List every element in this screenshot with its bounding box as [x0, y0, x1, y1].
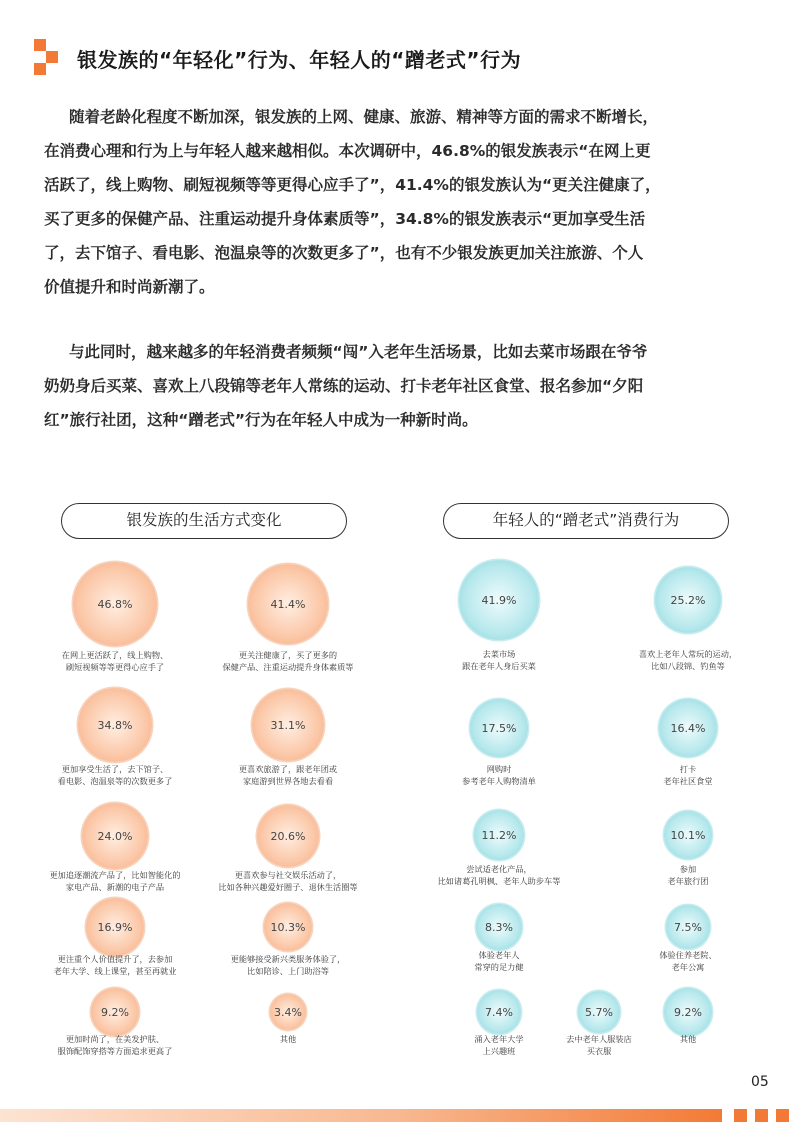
percentage-bubble: 20.6% [257, 805, 319, 867]
bubble-label-line: 体验住养老院、 [659, 950, 717, 960]
percentage-bubble: 16.4% [659, 699, 717, 757]
intro-paragraph [44, 100, 754, 304]
bubble-label-line: 老年旅行团 [667, 875, 709, 886]
bubble-label-line: 刷短视频等等更得心应手了 [65, 661, 165, 672]
bubble-label [668, 864, 709, 887]
bubble-label [474, 950, 523, 973]
bubble-label-line: 家庭游到世界各地去看看 [242, 775, 334, 786]
percentage-bubble: 8.3% [476, 904, 522, 950]
bubble-label-line: 更能够接受新兴类服务体验了， [230, 954, 346, 964]
percentage-bubble: 10.3% [264, 903, 312, 951]
bubble-label-line: 家电产品、新潮的电子产品 [65, 881, 165, 892]
bubble-label-line: 更喜欢旅游了，跟老年团或 [238, 764, 338, 774]
bubble-label-line: 比如陪诊、上门助浴等 [247, 965, 329, 976]
bubble-label [218, 870, 357, 893]
bubble-label [438, 864, 561, 887]
paragraph-line: 价值提升和时尚新潮了。 [44, 278, 215, 296]
bubble-label [58, 764, 173, 787]
bubble-label [62, 650, 168, 673]
bubble-label [231, 954, 346, 977]
paragraph-line: 与此同时，越来越多的年轻消费者频频“闯”入老年生活场景，比如去菜市场跟在爷爷 [69, 343, 648, 361]
bubble-label-line: 更关注健康了，买了更多的 [238, 650, 338, 660]
percentage-bubble: 16.9% [86, 898, 144, 956]
right-section-title: 年轻人的“蹭老式”消费行为 [443, 503, 729, 539]
bubble-label-line: 跟在老年人身后买菜 [462, 660, 536, 671]
paragraph-line: 奶奶身后买菜、喜欢上八段锦等老年人常练的运动、打卡老年社区食堂、报名参加“夕阳 [44, 377, 644, 395]
paragraph-line: 随着老龄化程度不断加深，银发族的上网、健康、旅游、精神等方面的需求不断增长， [69, 108, 659, 126]
bubble-label [239, 764, 337, 787]
bubble-label-line: 更加时尚了，在美发护肤、 [65, 1034, 165, 1044]
bubble-label-line: 喜欢上老年人常玩的运动， [638, 649, 738, 659]
percentage-bubble: 41.9% [459, 560, 539, 640]
percentage-bubble: 3.4% [270, 994, 306, 1030]
bubble-label [663, 764, 712, 787]
bubble-label [680, 1034, 696, 1046]
percentage-bubble: 24.0% [82, 803, 148, 869]
footer-gradient-bar [0, 1109, 722, 1122]
paragraph-line: 红”旅行社团，这种“蹭老式”行为在年轻人中成为一种新时尚。 [44, 411, 478, 429]
bubble-label [659, 950, 716, 973]
percentage-bubble: 7.5% [666, 905, 710, 949]
bubble-label-line: 比如诸葛孔明枫、老年人助步车等 [437, 875, 561, 886]
percentage-bubble: 7.4% [477, 990, 521, 1034]
bubble-label-line: 看电影、泡温泉等的次数更多了 [57, 775, 173, 786]
percentage-bubble: 31.1% [252, 689, 324, 761]
bubble-label-line: 比如各种兴趣爱好圈子、退休生活圈等 [218, 881, 358, 892]
bubble-label-line: 老年社区食堂 [663, 775, 713, 786]
bubble-label-line: 服饰配饰穿搭等方面追求更高了 [57, 1045, 173, 1056]
percentage-bubble: 25.2% [655, 567, 721, 633]
percentage-bubble: 41.4% [248, 564, 328, 644]
bubble-label-line: 上兴趣班 [482, 1045, 516, 1056]
percentage-bubble: 9.2% [664, 988, 712, 1036]
bubble-label-line: 保健产品、注重运动提升身体素质等 [222, 661, 354, 672]
bubble-label [49, 870, 180, 893]
bubble-label-line: 去菜市场 [482, 649, 516, 659]
bubble-label-line: 尝试适老化产品， [466, 864, 532, 874]
bubble-label [474, 1034, 523, 1057]
page-number: 05 [751, 1074, 769, 1090]
bubble-label [566, 1034, 632, 1057]
percentage-bubble: 46.8% [73, 562, 157, 646]
second-paragraph [44, 335, 754, 437]
bubble-label-line: 打卡 [679, 764, 697, 774]
page-title: 银发族的“年轻化”行为、年轻人的“蹭老式”行为 [77, 48, 522, 72]
bubble-label-line: 买衣服 [586, 1045, 612, 1056]
bubble-label-line: 老年公寓 [671, 961, 705, 972]
bubble-label-line: 常穿的足力健 [474, 961, 524, 972]
bubble-label [639, 649, 737, 672]
section-logo-icon [34, 39, 70, 77]
bubble-label-line: 参加 [679, 864, 697, 874]
bubble-label-line: 更加追逐潮流产品了，比如智能化的 [49, 870, 181, 880]
bubble-label-line: 涌入老年大学 [474, 1034, 524, 1044]
footer-square-icon [776, 1109, 789, 1122]
paragraph-line: 买了更多的保健产品、注重运动提升身体素质等”，34.8%的银发族表示“更加享受生活 [44, 210, 646, 228]
paragraph-line: 活跃了，线上购物、刷短视频等等更得心应手了”，41.4%的银发族认为“更关注健康了， [44, 176, 661, 194]
bubble-label-line: 老年大学、线上课堂，甚至再就业 [53, 965, 177, 976]
percentage-bubble: 17.5% [470, 699, 528, 757]
bubble-label-line: 在网上更活跃了，线上购物、 [61, 650, 169, 660]
bubble-label-line: 网购时 [486, 764, 512, 774]
bubble-label [280, 1034, 296, 1046]
percentage-bubble: 11.2% [474, 810, 524, 860]
bubble-label-line: 参考老年人购物清单 [462, 775, 536, 786]
percentage-bubble: 9.2% [91, 988, 139, 1036]
footer-square-icon [734, 1109, 747, 1122]
footer-square-icon [755, 1109, 768, 1122]
bubble-label-line: 更喜欢参与社交娱乐活动了， [234, 870, 342, 880]
bubble-label-line: 体验老年人 [478, 950, 520, 960]
paragraph-line: 在消费心理和行为上与年轻人越来越相似。本次调研中，46.8%的银发族表示“在网上更 [44, 142, 651, 160]
bubble-label-line: 更注重个人价值提升了，去参加 [57, 954, 173, 964]
bubble-label [462, 649, 536, 672]
bubble-label-line: 其他 [679, 1034, 697, 1044]
bubble-label [462, 764, 536, 787]
bubble-label [58, 1034, 173, 1057]
percentage-bubble: 10.1% [664, 811, 712, 859]
paragraph-line: 了，去下馆子、看电影、泡温泉等的次数更多了”，也有不少银发族更加关注旅游、个人 [44, 244, 644, 262]
percentage-bubble: 34.8% [78, 688, 152, 762]
bubble-label-line: 更加享受生活了，去下馆子、 [61, 764, 169, 774]
bubble-label-line: 比如八段锦、钓鱼等 [651, 660, 725, 671]
bubble-label [54, 954, 177, 977]
percentage-bubble: 5.7% [578, 991, 620, 1033]
bubble-label-line: 其他 [279, 1034, 297, 1044]
left-section-title: 银发族的生活方式变化 [61, 503, 347, 539]
bubble-label-line: 去中老年人服装店 [566, 1034, 632, 1044]
bubble-label [222, 650, 353, 673]
